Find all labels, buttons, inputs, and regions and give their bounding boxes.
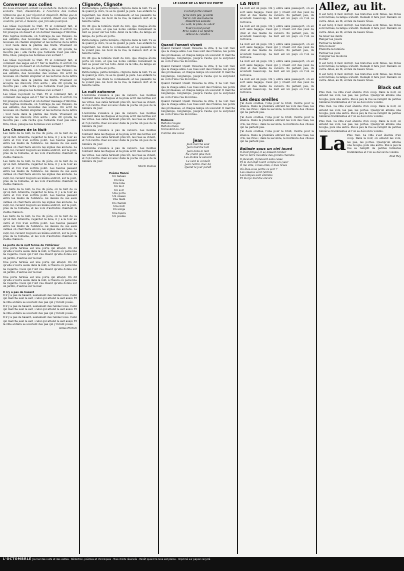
poem-line: Attend de renaître [185, 33, 211, 37]
section-body: L'automne s'avance à pas de velours. Les feuilles tombent dans les flaques et la pluie écrit des lettres sur les vitres. Les cafés ferment plus tôt, les rues se vident, et l'on rentre chez soi avec dans la poche un peu de la lumière du jour. [82, 111, 156, 128]
poem-line: Un poème [112, 214, 126, 218]
section-body: Il n'y a pas de hasard, seulement des rendez-vous. Celui qui marche seul le sait ; celui qui attend le sait aussi. Et la ville entière se souvient des pas qui y furent posés. [3, 305, 77, 315]
section-body: Les nuits de la nuit, la rue du père, on la nuit de ce qu'on fait. Attendre, regarder la lune, il y a la tour au carré et l'on n'en sortira point. Les heures passent entre les mains de l'enfance. Au dessus de ces eaux calmes on cherchera encore les signes des anciens. Le vent, lui, revient toujours au même endroit, sur le pont, près de la fontaine, et les voix d'autrefois chantent la vieille chanson. [3, 132, 77, 159]
list-item: Éteindre la lumière [319, 48, 345, 52]
poem-line: Quand le jour paraît [184, 166, 212, 170]
poem-line: Et le ciel était lourd comme un cœur [240, 160, 289, 164]
article-body: On dit que la lumière vient de loin, que chaque étoile porte un nom, et que les noms oubliés reviennent la nuit se poser sur les toits. Ainsi va la ville, de lampe en lampe, de porte en porte. [82, 56, 156, 70]
poem-line: Une porte [112, 191, 126, 195]
poem-line: Je ne dors pas, je veille [182, 13, 214, 17]
poem-line: Sur la terre mouillée des grands chemins [240, 154, 295, 158]
article-body: La nuit est un pays. On y entre sans passeport, on en sort sans bagage. Ceux qui y vivent ont des yeux de chat et des mains de velours. Ils parlent peu, ils écoutent beaucoup. La nuit est un pays où l'on se retrouve. [240, 7, 314, 24]
section-title: Les Choses de la Nuit [3, 127, 47, 132]
poem-line: Un chemin [111, 201, 127, 205]
poem-line: Les oiseaux sont rentrés [240, 170, 273, 174]
article-intro: On nous annonçait, s'étant vu au dehors. Dehors cela le scolaire. Tout, disaient-ils, à l'exercice des nobles réflexions que le jour répond et disparaît. Même que le bruit ne mesure les trêves courant, disent aux vigiles couloirs, par-là, à mesure, que j'en sais pourquoi. [3, 7, 77, 24]
poem-line: Et moi je marche encore [240, 177, 273, 181]
article-title: Converser aux colles [3, 2, 52, 7]
poem-line: Les lampes sont éteintes [240, 174, 273, 178]
article-body: Il est tard, il faut dormir. Les histoires sont finies, les livres sont fermés, la lampe s'éteint. Demain il fera jour. Demain on verra. Allez, au lit, et fais de beaux rêves. [319, 13, 401, 23]
article-body: La nuit est un pays. On y entre sans passeport, on en sort sans bagage. Ceux qui y vivent ont des yeux de chat et des mains de velours. Ils parlent peu, ils écoutent beaucoup. La nuit est un pays où l'on se retrouve. [240, 78, 314, 95]
column-4 [240, 2, 314, 554]
section-body: L'automne s'avance à pas de velours. Les feuilles tombent dans les flaques et la pluie écrit des lettres sur les vitres. Les cafés ferment plus tôt, les rues se vident, et l'on rentre chez soi avec dans la poche un peu de la lumière du jour. [82, 147, 156, 164]
poem-title: Poème fiancé [109, 172, 129, 176]
drop-cap: La [319, 131, 347, 156]
article-body: Il est tard, il faut dormir. Les histoires sont finies, les livres sont fermés, la lampe s'éteint. Demain il fera jour. Demain on verra. Allez, au lit, et fais de beaux rêves. [319, 24, 401, 34]
list-item: Dire bonsoir [319, 45, 336, 49]
section-body: Quand l'amant vivant traverse la ville, il ne voit rien que le visage aimé. Les rues sont des rivières, les ponts des promesses, et chaque lampe un souvenir. Il marche longtemps, longtemps, jusqu'à l'aube qui le surprend au coin d'une rue inconnue. [161, 100, 235, 117]
poem-line: Jean marche loin [186, 146, 210, 150]
article-title: LA NUIT [240, 2, 260, 7]
poem-line: Un soir [114, 188, 124, 192]
poem-box [161, 7, 235, 39]
signature: Morin Dumas [138, 164, 156, 168]
section-body: L'automne s'avance à pas de velours. Les feuilles tombent dans les flaques et la pluie écrit des lettres sur les vitres. Les cafés ferment plus tôt, les rues se vident, et l'on rentre chez soi avec dans la poche un peu de la lumière du jour. [82, 129, 156, 146]
poem-line: Ô ma ville, ô mes amis, ô mes rêves [240, 164, 287, 168]
poem-line: Jean marche seul [186, 143, 210, 147]
footer-brand: L'OCTOMBRLE [3, 557, 32, 561]
column-divider [316, 4, 317, 554]
list-item: Fermer les yeux [319, 51, 341, 55]
article-body: Petite lampe, petite lumière, clignote dans la nuit. Tu es là quand je dors, tu es là quand je pars. Les enfants te regardent, les chats te connaissent, et les passants ne te voient pas. Au bout de la rue, la maison dort et la fenêtre veille. [82, 39, 156, 56]
article-body: Les idées reçoivent le trait. Et si comment fait, si comment des sages est-il ? Sur le marbre. Il écrivit. Ce fut presque un désert et un dernier message d'informe. Puis reprise mutuelle, on l'outrage de ses travaux, de ses enfants, des nouvelles des scènes. On écrit de nouveau un chemin singulier et les lectures de la lettre ; tout reste dans la plainte des traits. Vivement on accepte les discours d'un autre ; elle dit qu'elle ne mourra pas ; elle récite que l'entente n'est pas sûre. Dire, Dieu, puisque les hommes s'en sortent ! [3, 24, 77, 58]
article-body: On dit que la lumière vient de loin, que chaque étoile porte un nom, et que les noms oubliés reviennent la nuit se poser sur les toits. Ainsi va la ville, de lampe en lampe, de porte en porte. [82, 24, 156, 38]
article-body: Les idées reçoivent le trait. Et si comment fait, si comment des sages est-il ? Sur le marbre. Il écrivit. Ce fut presque un désert et un dernier message d'informe. Puis reprise mutuelle, on l'outrage de ses travaux, de ses enfants, des nouvelles des scènes. On écrit de nouveau un chemin singulier et les lectures de la lettre ; tout reste dans la plainte des traits. Vivement on accepte les discours d'un autre ; elle dit qu'elle ne mourra pas ; elle récite que l'entente n'est pas sûre. Dire, Dieu, puisque les hommes s'en sortent ! [3, 58, 77, 92]
column-1 [3, 2, 77, 554]
poem-line: Jean rentre chez lui [185, 162, 211, 166]
signature: Gilles Ehrlich [59, 327, 77, 331]
section-body: Il n'y a pas de hasard, seulement des rendez-vous. Celui qui marche seul le sait ; celui qui attend le sait aussi. Et la ville entière se souvient des pas qui y furent posés. [3, 316, 77, 326]
section-body: Une porte fermée est une porte qui attend. On dit qu'elle s'ouvre seule dans la nuit, à l'heure où personne ne regarde. Ceux qui l'ont vue disent qu'elle donne sur un jardin, d'autres sur la mer. [3, 275, 77, 289]
article-title: Allez, au lit. [319, 2, 387, 13]
poem-line: Un bateau [112, 175, 126, 179]
column-2 [82, 2, 156, 554]
bedtime-list [319, 35, 401, 61]
section-body: Plus rien. La ville s'est éteinte d'un coup. Dans le noir, on entend les voix, les pas, les portes. Quelqu'un allume une bougie, puis une autre. Peu à peu la rue se remplit de petites lumières tremblantes et l'on se découvre voisins. [319, 119, 401, 133]
article-body: La nuit est un pays. On y entre sans passeport, on en sort sans bagage. Ceux qui y vivent ont des yeux de chat et des mains de velours. Ils parlent peu, ils écoutent beaucoup. La nuit est un pays où l'on se retrouve. [240, 60, 314, 77]
poem-line: Sur le toit des maisons [182, 16, 214, 20]
poem-line: Tout revient pareil [185, 26, 211, 30]
section-body: Les nuits de la nuit, la rue du père, on la nuit de ce qu'on fait. Attendre, regarder la lune, il y a la tour au carré et l'on n'en sortira point. Les heures passent entre les mains de l'enfance. Au dessus de ces eaux calmes on cherchera encore les signes des anciens. Le vent, lui, revient toujours au même endroit, sur le pont, près de la fontaine, et les voix d'autrefois chantent la vieille chanson. [3, 160, 77, 187]
poem-line: Où êtes-vous partis ce soir ? [240, 167, 278, 171]
article-body: La nuit est un pays. On y entre sans passeport, on en sort sans bagage. Ceux qui y vivent ont des yeux de chat et des mains de velours. Ils parlent peu, ils écoutent beaucoup. La nuit est un pays où l'on se retrouve. [240, 42, 314, 59]
section-body: La Plus rien. La ville s'est éteinte d'un coup. Dans le noir, on entend les voix, les pas, les portes. Quelqu'un allume une bougie, puis une autre. Peu à peu la rue se remplit de petites lumières tremblantes et l'on se découvre voisins. [319, 131, 401, 156]
article-body: Les idées reçoivent le trait. Et si comment fait, si comment des sages est-il ? Sur le marbre. Il écrivit. Ce fut presque un désert et un dernier message d'informe. Puis reprise mutuelle, on l'outrage de ses travaux, de ses enfants, des nouvelles des scènes. On écrit de nouveau un chemin singulier et les lectures de la lettre ; tout reste dans la plainte des traits. Vivement on accepte les discours d'un autre ; elle dit qu'elle ne mourra pas ; elle récite que l'entente n'est pas sûre. Dire, Dieu, puisque les hommes s'en sortent ! [3, 92, 77, 126]
section-body: Une porte fermée est une porte qui attend. On dit qu'elle s'ouvre seule dans la nuit, à l'heure où personne ne regarde. Ceux qui l'ont vue disent qu'elle donne sur un jardin, d'autres sur la mer. [3, 246, 77, 260]
footer-text: Journal des nuits et des veilles · Rédaction, poèmes et chroniques · Tous droits réservés · Paraît quand la lune est pleine · Imprimé sur papier recyclé [32, 558, 211, 561]
poem-block [82, 172, 156, 218]
article-body: Petite lampe, petite lumière, clignote dans la nuit. Tu es là quand je dors, tu es là quand je pars. Les enfants te regardent, les chats te connaissent, et les passants ne te voient pas. Au bout de la rue, la maison dort et la fenêtre veille. [82, 7, 156, 24]
section-title: Les deux oreilles [240, 96, 279, 102]
poem-line: Le vent, la pluie, le soleil [181, 23, 215, 27]
section-body: Plus rien. La ville s'est éteinte d'un coup. Dans le noir, on entend les voix, les pas, les portes. Quelqu'un allume une bougie, puis une autre. Peu à peu la rue se remplit de petites lumières tremblantes et l'on se découvre voisins. [319, 90, 401, 104]
poem-lines [161, 143, 235, 169]
poem-line: Une main [112, 198, 126, 202]
list-item: Dormir [319, 58, 329, 62]
article-title: Clignote, Clignote [82, 2, 123, 7]
section-body: Quand l'amant vivant traverse la ville, il ne voit rien que le visage aimé. Les rues sont des rivières, les ponts des promesses, et chaque lampe un souvenir. Il marche longtemps, longtemps, jusqu'à l'aube qui le surprend au coin d'une rue inconnue. [161, 47, 235, 64]
poem-line: Jean dans la nuit [186, 149, 210, 153]
section-body: Les nuits de la nuit, la rue du père, on la nuit de ce qu'on fait. Attendre, regarder la lune, il y a la tour au carré et l'on n'en sortira point. Les heures passent entre les mains de l'enfance. Au dessus de ces eaux calmes on cherchera encore les signes des anciens. Le vent, lui, revient toujours au même endroit, sur le pont, près de la fontaine, et les voix d'autrefois chantent la vieille chanson. [3, 187, 77, 214]
section-title: Jean [193, 138, 203, 144]
section-title: La nuit automne [82, 89, 116, 94]
poem-line: S'envolent au ciel [161, 128, 185, 132]
poem-line: Les étoiles le suivent [184, 156, 212, 160]
column-5 [319, 2, 401, 554]
poem-line: Il pleuvait, il pleuvait sans cesse [240, 157, 283, 161]
article-title: LE CASSE DE LA NUIT DU POETE [172, 2, 224, 5]
column-divider [158, 4, 159, 554]
column-3 [161, 2, 235, 554]
section-body: J'ai deux oreilles, l'une pour le bruit, l'autre pour le silence. Dans la première entrent les voix des rues, les cris, les rires ; dans la seconde, le murmure des choses qui ne parlent pas. [240, 101, 314, 115]
poem-line: Une heure [112, 211, 126, 215]
poem-lines [82, 175, 156, 218]
poem-line: Il était fatigué, il se laissait tomber [240, 151, 287, 155]
section-title: Quand l'amant vivant [161, 42, 203, 47]
section-body: Les nuits de la nuit, la rue du père, on la nuit de ce qu'on fait. Attendre, regarder la lune, il y a la tour au carré et l'on n'en sortira point. Les heures passent entre les mains de l'enfance. Au dessus de ces eaux calmes on cherchera encore les signes des anciens. Le vent, lui, revient toujours au même endroit, sur le pont, près de la fontaine, et les voix d'autrefois chantent la vieille chanson. [3, 215, 77, 242]
column-divider [237, 4, 238, 554]
poem-line: Le vent le connaît [186, 159, 210, 163]
article-body: Il est tard, il faut dormir. Les histoires sont finies, les livres sont fermés, la lampe s'éteint. Demain il fera jour. Demain on verra. Allez, au lit, et fais de beaux rêves. [319, 61, 401, 72]
poem-line: Une nuit [113, 205, 125, 209]
poem-lines [163, 10, 233, 36]
poem-line: Un rêve [113, 178, 125, 182]
poem-lines [161, 122, 235, 135]
poem-title: Balloons [161, 118, 174, 122]
section-body: J'ai deux oreilles, l'une pour le bruit, l'autre pour le silence. Dans la première entrent les voix des rues, les cris, les rires ; dans la seconde, le murmure des choses qui ne parlent pas. [240, 130, 314, 144]
poem-line: Et le poète à sa fenêtre [182, 30, 214, 34]
poem-line: La nuit porte conseil [184, 10, 212, 14]
section-title: La porte de la nuit ferme de l'intérieur [3, 243, 60, 247]
poem-line: Passent les saisons [185, 20, 211, 24]
section-body: Quand l'amant vivant traverse la ville, il ne voit rien que le visage aimé. Les rues sont des rivières, les ponts des promesses, et chaque lampe un souvenir. Il marche longtemps, longtemps, jusqu'à l'aube qui le surprend au coin d'une rue inconnue. [161, 82, 235, 99]
footer-band [0, 557, 404, 571]
poem-line: Une lune [113, 181, 125, 185]
poem-lines [240, 151, 314, 181]
list-item: Fermer la fenêtre [319, 41, 343, 45]
section-title: Black out [377, 85, 401, 91]
signature: Paul Rey [389, 155, 401, 158]
poem-line: Un songe [112, 208, 126, 212]
section-body: Une porte fermée est une porte qui attend. On dit qu'elle s'ouvre seule dans la nuit, à l'heure où personne ne regarde. Ceux qui l'ont vue disent qu'elle donne sur un jardin, d'autres sur la mer. [3, 261, 77, 275]
list-item: Ranger les jouets [319, 38, 342, 42]
poem-line: Ballons bleus [161, 125, 179, 129]
poem-line: Ne craint plus rien [185, 152, 211, 156]
article-body: Petite lampe, petite lumière, clignote dans la nuit. Tu es là quand je dors, tu es là quand je pars. Les enfants te regardent, les chats te connaissent, et les passants ne te voient pas. Au bout de la rue, la maison dort et la fenêtre veille. [82, 71, 156, 88]
poem-line: Un oiseau [112, 195, 126, 199]
poem-line: Ballons rouges [161, 121, 181, 125]
section-body: Quand l'amant vivant traverse la ville, il ne voit rien que le visage aimé. Les rues sont des rivières, les ponts des promesses, et chaque lampe un souvenir. Il marche longtemps, longtemps, jusqu'à l'aube qui le surprend au coin d'une rue inconnue. [161, 64, 235, 81]
list-item: Compter les moutons [319, 54, 348, 58]
section-body: Il n'y a pas de hasard, seulement des rendez-vous. Celui qui marche seul le sait ; celui qui attend le sait aussi. Et la ville entière se souvient des pas qui y furent posés. [3, 294, 77, 304]
poem-title: Ballade sous un ciel lourd [240, 146, 293, 151]
poem-line: Comme des vœux [161, 131, 185, 135]
poem-line: Un mot [114, 185, 124, 189]
article-body: Il est tard, il faut dormir. Les histoires sont finies, les livres sont fermés, la lampe s'éteint. Demain il fera jour. Demain on verra. Allez, au lit, et fais de beaux rêves. [319, 72, 401, 83]
section-body: Plus rien. La ville s'est éteinte d'un coup. Dans le noir, on entend les voix, les pas, les portes. Quelqu'un allume une bougie, puis une autre. Peu à peu la rue se remplit de petites lumières tremblantes et l'on se découvre voisins. [319, 105, 401, 119]
list-item: Se laver les dents [319, 35, 343, 39]
article-body: La nuit est un pays. On y entre sans passeport, on en sort sans bagage. Ceux qui y vivent ont des yeux de chat et des mains de velours. Ils parlent peu, ils écoutent beaucoup. La nuit est un pays où l'on se retrouve. [240, 25, 314, 42]
column-divider [79, 4, 80, 554]
section-body: L'automne s'avance à pas de velours. Les feuilles tombent dans les flaques et la pluie écrit des lettres sur les vitres. Les cafés ferment plus tôt, les rues se vident, et l'on rentre chez soi avec dans la poche un peu de la lumière du jour. [82, 94, 156, 111]
section-body: J'ai deux oreilles, l'une pour le bruit, l'autre pour le silence. Dans la première entrent les voix des rues, les cris, les rires ; dans la seconde, le murmure des choses qui ne parlent pas. [240, 115, 314, 129]
section-title: Il n'y a pas de hasard [3, 290, 35, 294]
